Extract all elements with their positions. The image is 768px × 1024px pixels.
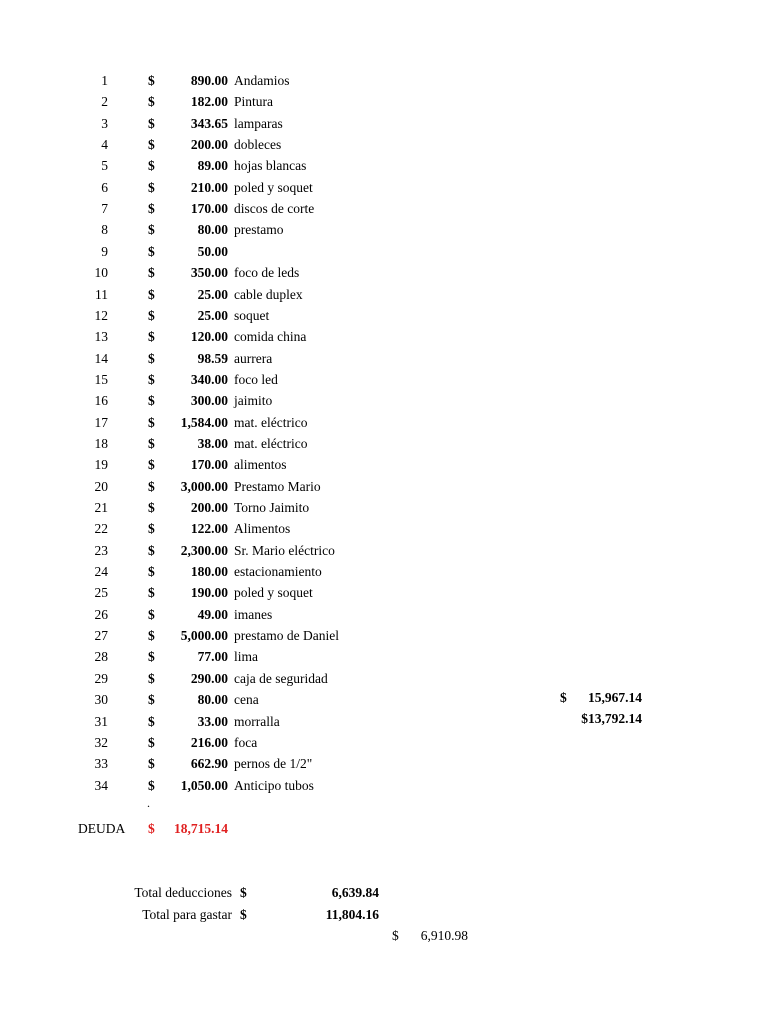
- expense-row: [0, 732, 768, 753]
- row-currency: $: [148, 435, 155, 451]
- row-description: pernos de 1/2": [234, 756, 313, 772]
- row-amount: 38.00: [197, 435, 228, 451]
- row-description: Torno Jaimito: [234, 500, 310, 515]
- row-number: 23: [94, 542, 108, 558]
- row-amount: 77.00: [197, 649, 228, 665]
- expense-row: [0, 134, 768, 155]
- total-deducciones-currency: $: [240, 885, 247, 900]
- row-amount: 1,050.00: [180, 777, 228, 793]
- row-amount: 5,000.00: [180, 628, 228, 644]
- row-amount: 89.00: [197, 158, 228, 174]
- row-currency: $: [148, 115, 155, 131]
- row-amount: 890.00: [190, 73, 228, 88]
- expense-row: [0, 155, 768, 176]
- row-description: soquet: [234, 307, 270, 323]
- row-number: 6: [101, 179, 108, 195]
- row-number: 5: [101, 158, 108, 174]
- row-currency: $: [148, 585, 155, 601]
- row-currency: $: [148, 478, 155, 494]
- row-currency: $: [148, 201, 155, 217]
- row-number: 25: [94, 585, 108, 601]
- row-number: 14: [94, 350, 108, 366]
- row-amount: 2,300.00: [180, 542, 228, 558]
- expense-row: [0, 476, 768, 497]
- row-description: cable duplex: [234, 286, 303, 302]
- row-currency: $: [148, 542, 155, 558]
- row-amount: 200.00: [190, 500, 228, 515]
- row-number: 3: [101, 115, 108, 131]
- row-number: 18: [94, 435, 108, 451]
- total-gastar-label: Total para gastar: [142, 907, 232, 922]
- row-currency: $: [148, 179, 155, 195]
- expense-row: [0, 689, 768, 710]
- row-amount: 300.00: [190, 393, 228, 409]
- row-amount: 80.00: [197, 692, 228, 708]
- deuda-value: 18,715.14: [174, 821, 228, 836]
- row-description: dobleces: [234, 137, 282, 153]
- row-currency: $: [148, 222, 155, 238]
- row-currency: $: [148, 777, 155, 793]
- row-amount: 340.00: [190, 371, 228, 387]
- row-description: jaimito: [234, 393, 273, 409]
- row-number: 11: [95, 286, 108, 302]
- row-amount: 210.00: [190, 179, 228, 195]
- row-number: 16: [94, 393, 108, 409]
- row-currency: $: [148, 670, 155, 686]
- expense-row: [0, 711, 768, 732]
- row-amount: 80.00: [197, 222, 228, 238]
- row-description: poled y soquet: [234, 179, 313, 195]
- expense-row: [0, 241, 768, 262]
- row-currency: $: [148, 265, 155, 281]
- row-description: cena: [234, 692, 259, 708]
- row-description: foco de leds: [234, 265, 300, 281]
- row-description: alimentos: [234, 457, 287, 473]
- row-currency: $: [148, 371, 155, 387]
- row-currency: $: [148, 734, 155, 750]
- expense-row: [0, 412, 768, 433]
- expense-row: [0, 284, 768, 305]
- row-amount: 662.90: [190, 756, 228, 772]
- row-currency: $: [148, 307, 155, 323]
- expense-row: [0, 219, 768, 240]
- row-number: 28: [94, 649, 108, 665]
- row-description: mat. eléctrico: [234, 414, 308, 430]
- extra-currency: $: [392, 928, 399, 943]
- row-currency: $: [148, 73, 155, 88]
- row-currency: $: [148, 692, 155, 708]
- row-number: 34: [94, 777, 108, 793]
- row-amount: 98.59: [197, 350, 228, 366]
- row-description: hojas blancas: [234, 158, 307, 174]
- expense-row: [0, 113, 768, 134]
- expense-row: [0, 497, 768, 518]
- total-deducciones-label: Total deducciones: [134, 885, 232, 900]
- row-description: morralla: [234, 713, 280, 729]
- row-currency: $: [148, 243, 155, 259]
- row-amount: 33.00: [197, 713, 228, 729]
- row-currency: $: [148, 457, 155, 473]
- row-currency: $: [148, 564, 155, 580]
- row-number: 30: [94, 692, 108, 708]
- row-description: Alimentos: [234, 521, 291, 537]
- row-currency: $: [148, 500, 155, 515]
- row-number: 10: [94, 265, 108, 281]
- row-number: 15: [94, 371, 108, 387]
- row-currency: $: [148, 393, 155, 409]
- total-gastar-currency: $: [240, 907, 247, 922]
- row-number: 7: [101, 201, 108, 217]
- expense-row: [0, 646, 768, 667]
- row-number: 9: [101, 243, 108, 259]
- row-description: mat. eléctrico: [234, 435, 308, 451]
- total-gastar-value: 11,804.16: [325, 907, 379, 922]
- expense-row: [0, 262, 768, 283]
- row-amount: 350.00: [190, 265, 228, 281]
- expense-row: [0, 70, 768, 91]
- row-description: foco led: [234, 371, 278, 387]
- expense-row: [0, 348, 768, 369]
- row-number: 20: [94, 478, 108, 494]
- row-number: 13: [94, 329, 108, 345]
- deuda-label: DEUDA: [78, 821, 126, 836]
- row-number: 29: [94, 670, 108, 686]
- row-description: lamparas: [234, 115, 283, 131]
- row-amount: 25.00: [197, 307, 228, 323]
- row-number: 4: [101, 137, 108, 153]
- row-amount: 182.00: [190, 94, 228, 110]
- row-amount: 170.00: [190, 457, 228, 473]
- row-description: imanes: [234, 606, 273, 622]
- row-description: aurrera: [234, 350, 273, 366]
- row-amount: 1,584.00: [180, 414, 228, 430]
- expense-row: [0, 668, 768, 689]
- row-number: 8: [101, 222, 108, 238]
- row-currency: $: [148, 329, 155, 345]
- expense-row: [0, 775, 768, 796]
- row-number: 17: [94, 414, 108, 430]
- row-currency: $: [148, 649, 155, 665]
- expense-row: [0, 433, 768, 454]
- expense-row: [0, 91, 768, 112]
- row-description: Anticipo tubos: [234, 777, 314, 793]
- row-amount: 290.00: [190, 670, 228, 686]
- row-amount: 216.00: [190, 734, 228, 750]
- row-currency: $: [148, 713, 155, 729]
- row-amount: 122.00: [190, 521, 228, 537]
- expense-row: [0, 518, 768, 539]
- row-description: discos de corte: [234, 201, 315, 217]
- row-description: caja de seguridad: [234, 670, 328, 686]
- row-description: Prestamo Mario: [234, 478, 321, 494]
- total-deducciones-value: 6,639.84: [331, 885, 379, 900]
- row-number: 33: [94, 756, 108, 772]
- expense-row: [0, 326, 768, 347]
- row-description: poled y soquet: [234, 585, 313, 601]
- row-amount: 25.00: [197, 286, 228, 302]
- row-amount: 180.00: [190, 564, 228, 580]
- expense-row: [0, 390, 768, 411]
- row-amount: 50.00: [197, 243, 228, 259]
- row-number: 19: [94, 457, 108, 473]
- expense-row: [0, 561, 768, 582]
- row-number: 24: [94, 564, 108, 580]
- row-description: prestamo: [234, 222, 284, 238]
- side-total-2: $13,792.14: [581, 711, 642, 726]
- row-description: lima: [234, 649, 258, 665]
- row-currency: $: [148, 137, 155, 153]
- expense-row: [0, 604, 768, 625]
- row-currency: $: [148, 414, 155, 430]
- row-number: 21: [94, 500, 108, 515]
- expense-row: [0, 454, 768, 475]
- row-currency: $: [148, 606, 155, 622]
- expense-row: [0, 198, 768, 219]
- expense-row: [0, 177, 768, 198]
- expense-row: [0, 540, 768, 561]
- expense-row: [0, 753, 768, 774]
- row-currency: $: [148, 158, 155, 174]
- row-amount: 170.00: [190, 201, 228, 217]
- side-total-1: 15,967.14: [588, 690, 642, 705]
- row-description: Andamios: [234, 73, 290, 88]
- expense-row: [0, 369, 768, 390]
- row-number: 27: [94, 628, 108, 644]
- row-amount: 343.65: [190, 115, 228, 131]
- side-currency: $: [560, 690, 567, 705]
- row-number: 1: [101, 73, 108, 88]
- row-description: foca: [234, 734, 258, 750]
- row-currency: $: [148, 286, 155, 302]
- row-currency: $: [148, 94, 155, 110]
- expense-row: [0, 305, 768, 326]
- row-amount: 120.00: [190, 329, 228, 345]
- row-currency: $: [148, 628, 155, 644]
- row-currency: $: [148, 521, 155, 537]
- row-description: comida china: [234, 329, 307, 345]
- extra-value: 6,910.98: [420, 928, 468, 943]
- row-number: 2: [101, 94, 108, 110]
- row-number: 32: [94, 734, 108, 750]
- row-number: 12: [94, 307, 108, 323]
- expense-row: [0, 625, 768, 646]
- row-amount: 190.00: [190, 585, 228, 601]
- row-description: Sr. Mario eléctrico: [234, 542, 335, 558]
- row-amount: 3,000.00: [180, 478, 228, 494]
- row-amount: 49.00: [197, 606, 228, 622]
- row-description: estacionamiento: [234, 564, 322, 580]
- row-amount: 200.00: [190, 137, 228, 153]
- expense-row: [0, 582, 768, 603]
- row-description: Pintura: [234, 94, 273, 110]
- row-currency: $: [148, 350, 155, 366]
- deuda-currency: $: [148, 821, 155, 836]
- row-currency: $: [148, 756, 155, 772]
- row-number: 22: [94, 521, 108, 537]
- row-description: prestamo de Daniel: [234, 628, 339, 644]
- dot-mark: .: [147, 796, 150, 810]
- row-number: 26: [94, 606, 108, 622]
- row-number: 31: [94, 713, 108, 729]
